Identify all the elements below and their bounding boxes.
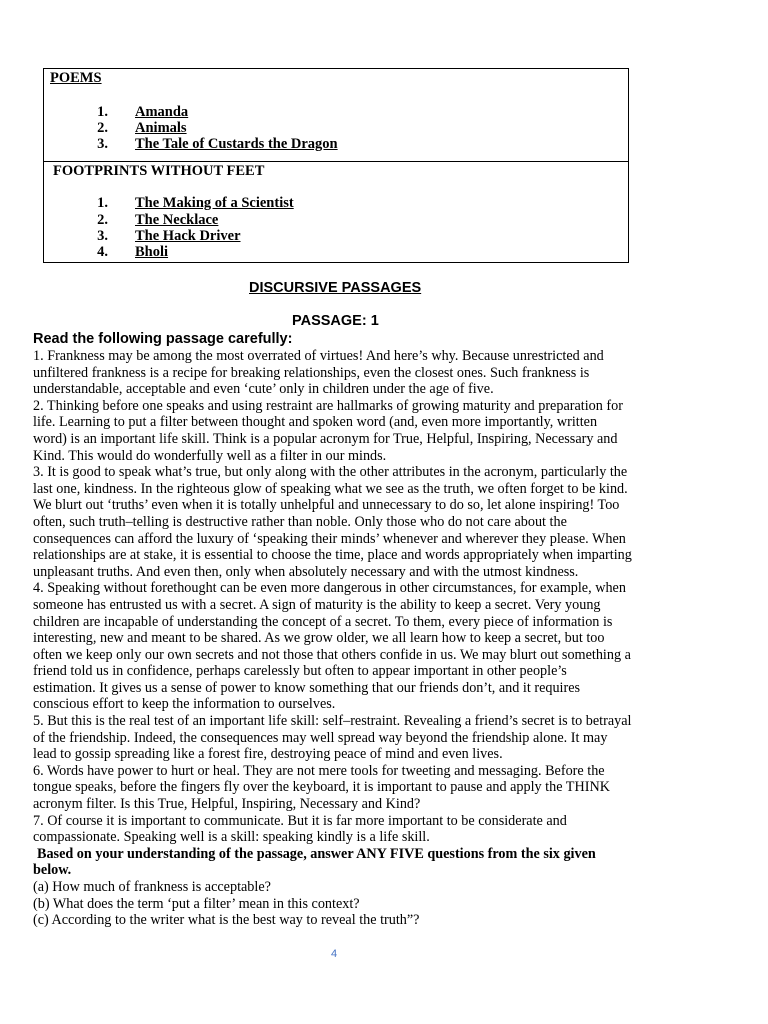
item-title: The Making of a Scientist: [135, 195, 294, 211]
passage-body: [33, 348, 633, 929]
item-title: The Hack Driver: [135, 228, 241, 244]
questions-heading: Based on your understanding of the passage, answer ANY FIVE questions from the six given below.: [33, 845, 596, 879]
paragraph: 5. But this is the real test of an important life skill: self–restraint. Revealing a friend’s secret is to betrayal of the friendship. Indeed, the consequences may well spread way beyond the friendship alone. It may lead to gossip spreading like a forest fire, destroying peace of mind and even lives.: [33, 713, 632, 763]
paragraph: 4. Speaking without forethought can be even more dangerous in other circumstances, for example, when someone has entrusted us with a secret. A sign of maturity is the ability to keep a secret. Very young children are incapable of understanding the concept of a secret. To them, every piece of information is interesting, new and meant to be shared. As we grow older, we all learn how to keep a secret, but too often we keep only our own secrets and not those that others confide in us. We may blurt out something a friend told us in confidence, perhaps carelessly but often to appear important in other people’s estimation. It gives us a sense of power to know something that our friends don’t, and it requires conscious effort to keep the information to ourselves.: [33, 580, 631, 713]
footprints-section: [44, 161, 628, 263]
question: (c) According to the writer what is the best way to reveal the truth”?: [33, 912, 420, 929]
paragraph: 3. It is good to speak what’s true, but only along with the other attributes in the acronym, particularly the last one, kindness. In the righteous glow of speaking what we see as the truth, we often forget to be kind. We blurt out ‘truths’ even when it is totally unhelpful and unnecessary to do so, let alone inspiring! Too often, such truth–telling is destructive rather than noble. Only those who do not care about the consequences can afford the luxury of ‘speaking their minds’ whenever and wherever they please. When relationships are at stake, it is essential to choose the time, place and words appropriately when imparting unpleasant truths. And even then, only when absolutely necessary and with the utmost kindness.: [33, 464, 632, 580]
paragraph: 6. Words have power to hurt or heal. They are not mere tools for tweeting and messaging. Before the tongue speaks, before the fingers fly over the keyboard, it is important to pause and apply the THINK acronym filter. Is this True, Helpful, Inspiring, Necessary and Kind?: [33, 762, 610, 813]
poems-section: [44, 69, 628, 162]
passage-title: PASSAGE: 1: [292, 313, 379, 329]
item-title: The Tale of Custards the Dragon: [135, 136, 338, 152]
item-title: Bholi: [135, 244, 169, 260]
paragraph: 1. Frankness may be among the most overrated of virtues! And here’s why. Because unrestricted and unfiltered frankness is a recipe for breaking relationships, even the closest ones. Such frankness is understandable, acceptable and even ‘cute’ only in children under the age of five.: [33, 348, 604, 398]
footprints-heading: FOOTPRINTS WITHOUT FEET: [53, 163, 265, 179]
item-title: Animals: [135, 120, 187, 136]
item-number: 2.: [97, 212, 108, 228]
item-number: 1.: [97, 195, 108, 211]
section-title: DISCURSIVE PASSAGES: [249, 280, 422, 296]
poems-heading: POEMS: [50, 70, 102, 86]
instruction: Read the following passage carefully:: [33, 331, 293, 347]
paragraph: 7. Of course it is important to communicate. But it is far more important to be considerate and compassionate. Speaking well is a skill: speaking kindly is a life skill.: [33, 812, 567, 846]
item-number: 3.: [97, 136, 108, 152]
item-number: 1.: [97, 104, 108, 120]
page-number: 4: [330, 948, 338, 960]
item-number: 2.: [97, 120, 108, 136]
paragraph: 2. Thinking before one speaks and using restraint are hallmarks of growing maturity and preparation for life. Learning to put a filter between thought and spoken word (and, even more importantly, written word) is an important life skill. Think is a popular acronym for True, Helpful, Inspiring, Necessary and Kind. This would do wonderfully well as a filter in our minds.: [33, 397, 623, 464]
question: (a) How much of frankness is acceptable?: [33, 879, 271, 895]
item-number: 3.: [97, 228, 108, 244]
item-number: 4.: [97, 244, 108, 260]
item-title: The Necklace: [135, 212, 219, 228]
item-title: Amanda: [135, 104, 189, 120]
question: (b) What does the term ‘put a filter’ mean in this context?: [33, 895, 360, 912]
contents-table: [43, 68, 629, 263]
